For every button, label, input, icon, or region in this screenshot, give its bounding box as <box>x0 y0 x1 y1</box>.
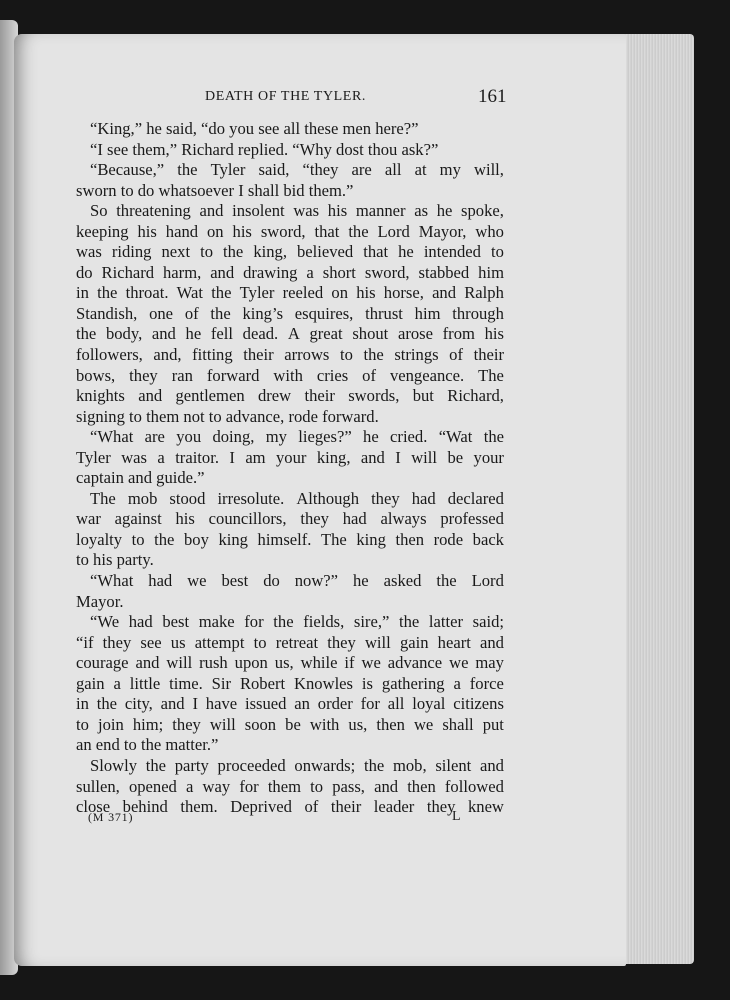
text-line: sworn to do whatsoever I shall bid them.” <box>76 180 354 200</box>
text-line: “Because,” the Tyler said, “they are all at my will, <box>90 160 504 180</box>
text-line: “I see them,” Richard replied. “Why dost thou ask?” <box>90 139 439 159</box>
body-text <box>76 119 504 818</box>
text-line: Standish, one of the king’s esquires, thrust him through <box>76 303 504 323</box>
text-line: knights and gentlemen drew their swords, but Richard, <box>76 386 504 406</box>
text-line: gain a little time. Sir Robert Knowles is gathering a force <box>76 673 504 693</box>
text-line: sullen, opened a way for them to pass, and then followed <box>76 776 504 796</box>
text-line: loyalty to the boy king himself. The king then rode back <box>76 529 504 549</box>
text-line: was riding next to the king, believed that he intended to <box>76 242 504 262</box>
text-line: to his party. <box>76 550 154 570</box>
text-line: in the throat. Wat the Tyler reeled on his horse, and Ralph <box>76 283 504 303</box>
text-line: “What had we best do now?” he asked the Lord <box>90 571 504 591</box>
text-line: Tyler was a traitor. I am your king, and I will be your <box>76 447 504 467</box>
text-line: to join him; they will soon be with us, then we shall put <box>76 714 504 734</box>
text-line: followers, and, fitting their arrows to the strings of their <box>76 345 504 365</box>
text-line: courage and will rush upon us, while if we advance we may <box>76 653 504 673</box>
text-line: Slowly the party proceeded onwards; the mob, silent and <box>90 755 504 775</box>
signature-letter: L <box>452 809 461 824</box>
text-line: do Richard harm, and drawing a short sword, stabbed him <box>76 262 504 282</box>
text-line: the body, and he fell dead. A great shout arose from his <box>76 324 504 344</box>
text-line: captain and guide.” <box>76 468 205 488</box>
text-line: “if they see us attempt to retreat they will gain heart and <box>76 632 504 652</box>
text-line: war against his councillors, they had always professed <box>76 509 504 529</box>
text-line: Mayor. <box>76 591 124 611</box>
text-line: The mob stood irresolute. Although they had declared <box>90 488 504 508</box>
text-line: signing to them not to advance, rode forward. <box>76 406 379 426</box>
text-line: “What are you doing, my lieges?” he cried. “Wat the <box>90 427 504 447</box>
page-number: 161 <box>478 86 507 107</box>
text-line: So threatening and insolent was his manner as he spoke, <box>90 201 504 221</box>
text-line: close behind them. Deprived of their leader they knew <box>76 797 504 817</box>
text-line: bows, they ran forward with cries of vengeance. The <box>76 365 504 385</box>
signature-mark: (M 371) <box>88 810 134 824</box>
text-line: “King,” he said, “do you see all these men here?” <box>90 119 419 138</box>
text-line: an end to the matter.” <box>76 735 219 755</box>
text-line: “We had best make for the fields, sire,” the latter said; <box>90 612 504 632</box>
text-line: in the city, and I have issued an order for all loyal citizens <box>76 694 504 714</box>
text-line: keeping his hand on his sword, that the Lord Mayor, who <box>76 221 504 241</box>
running-header: DEATH OF THE TYLER. <box>205 89 366 104</box>
